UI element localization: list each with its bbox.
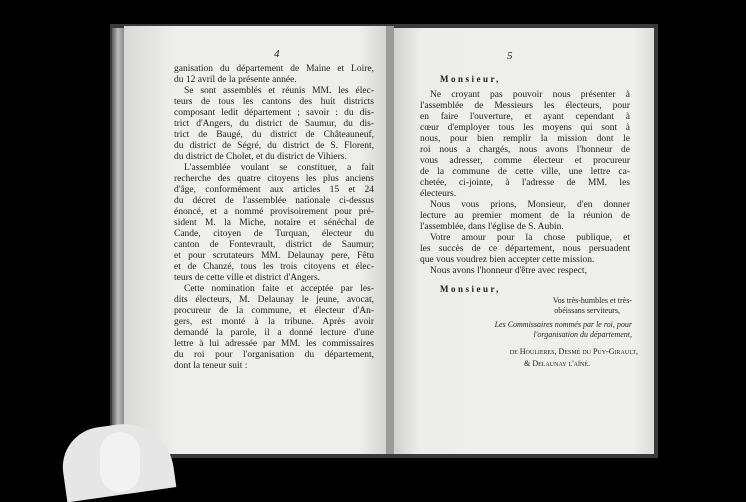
signatory-line: de Houlieres, Desmé du Puy-Girault,	[509, 347, 638, 356]
text-line: procureur de la commune, et électeur d'An-	[174, 306, 374, 316]
text-line: lecture au premier moment de la réunion de	[420, 211, 630, 221]
left-page	[124, 26, 386, 454]
text-line: du 12 avril de la présente année.	[174, 75, 297, 85]
closing-line: Vos très-humbles et très-	[552, 296, 632, 305]
page-number: 4	[274, 48, 280, 60]
commissioners-line: Les Commissaires nommés par le roi, pour	[494, 320, 632, 329]
text-line: énoncé, et a nommé provisoirement pour pré-	[174, 207, 374, 217]
closing-formula	[553, 296, 632, 316]
text-line: demandé la parole, il a donné lecture d'une	[174, 328, 374, 338]
text-line: nous, pour bien remplir la mission dont le	[420, 134, 630, 144]
signatory-line: & Delaunay l'aîné.	[524, 359, 590, 368]
text-line: Cande, citoyen de Turquan, électeur du	[174, 229, 374, 239]
text-line: et de Chanzé, tous les trois citoyens et élec-	[174, 262, 374, 272]
text-line: canton de Fontevrault, district de Saumur;	[174, 240, 374, 250]
text-line: du roi pour l'organisation du département,	[174, 350, 374, 360]
text-line: l'assemblée de Messieurs les électeurs, pour	[420, 101, 630, 111]
text-line: Se sont assemblés et réunis MM. les élec-	[184, 86, 374, 96]
text-line: chetée, ci-jointe, à l'adresse de MM. les	[420, 178, 630, 188]
closing-salutation: Monsieur,	[440, 284, 501, 294]
text-line: en faire l'ouverture, et ayant cependant à	[420, 112, 630, 122]
thumb	[100, 432, 140, 492]
text-line: Cette nomination faite et acceptée par les-	[184, 284, 374, 294]
text-line: composant ledit département ; savoir : du dis-	[174, 108, 374, 118]
text-line: roi nous a chargés, nous avons l'honneur de	[420, 145, 630, 155]
text-line: trict de Baugé, du district de Châteauneuf,	[174, 130, 374, 140]
salutation: Monsieur,	[440, 74, 501, 84]
right-page-text	[420, 90, 630, 277]
text-line: vous adresser, comme électeur et procureur	[420, 156, 630, 166]
text-line: ganisation du département de Maine et Loire,	[174, 64, 374, 74]
text-line: L'assemblée voulant se constituer, a fait	[184, 163, 374, 173]
page-number: 5	[507, 50, 513, 62]
text-line: du district de Ségré, du district de S. Florent,	[174, 141, 374, 151]
text-line: Nous avons l'honneur d'être avec respect,	[430, 266, 587, 276]
commissioners-title	[495, 320, 632, 340]
text-line: du district de Cholet, et du district de Vihiers.	[174, 152, 347, 162]
text-line: cœur d'employer tous les moyens qui sont à	[420, 123, 630, 133]
text-line: dont la teneur suit :	[174, 361, 248, 371]
text-line: trict d'Angers, du district de Saumur, du dis-	[174, 119, 374, 129]
signatories	[510, 346, 638, 370]
text-line: du décret de l'assemblée nationale ci-dessus	[174, 196, 374, 206]
text-line: et pour scrutateurs MM. Delaunay pere, Fêtu	[174, 251, 374, 261]
text-line: d'âge, conformément aux articles 15 et 24	[174, 185, 374, 195]
text-line: teurs de tous les cantons des huit districts	[174, 97, 374, 107]
text-line: que vous voudrez bien accepter cette mission.	[420, 255, 595, 265]
text-line: teurs de cette ville et district d'Angers.	[174, 273, 321, 283]
book-gutter	[386, 26, 394, 454]
text-line: recherche des quatre citoyens les plus anciens	[174, 174, 374, 184]
text-line: lettre à lui adressée par MM. les commissaires	[174, 339, 374, 349]
text-line: de la commune de cette ville, une lettre ca-	[420, 167, 630, 177]
text-line: les succès de ce département, nous persuadent	[420, 244, 630, 254]
page-edges	[112, 28, 124, 452]
text-line: Votre amour pour la chose publique, et	[430, 233, 630, 243]
commissioners-line: l'organisation du département,	[533, 330, 632, 339]
text-line: l'assemblée, dans l'église de S. Aubin.	[420, 222, 564, 232]
right-page	[394, 28, 654, 454]
text-line: Nous vous prions, Monsieur, d'en donner	[430, 200, 630, 210]
text-line: sident M. la Miche, notaire et sénéchal de	[174, 218, 374, 228]
left-page-text	[174, 64, 374, 372]
closing-line: obéissans serviteurs,	[554, 306, 620, 315]
text-line: dits électeurs, M. Delaunay le jeune, avocat,	[174, 295, 374, 305]
text-line: gers, est monté à la tribune. Après avoir	[174, 317, 374, 327]
text-line: Ne croyant pas pouvoir nous présenter à	[430, 90, 630, 100]
text-line: électeurs.	[420, 189, 457, 199]
